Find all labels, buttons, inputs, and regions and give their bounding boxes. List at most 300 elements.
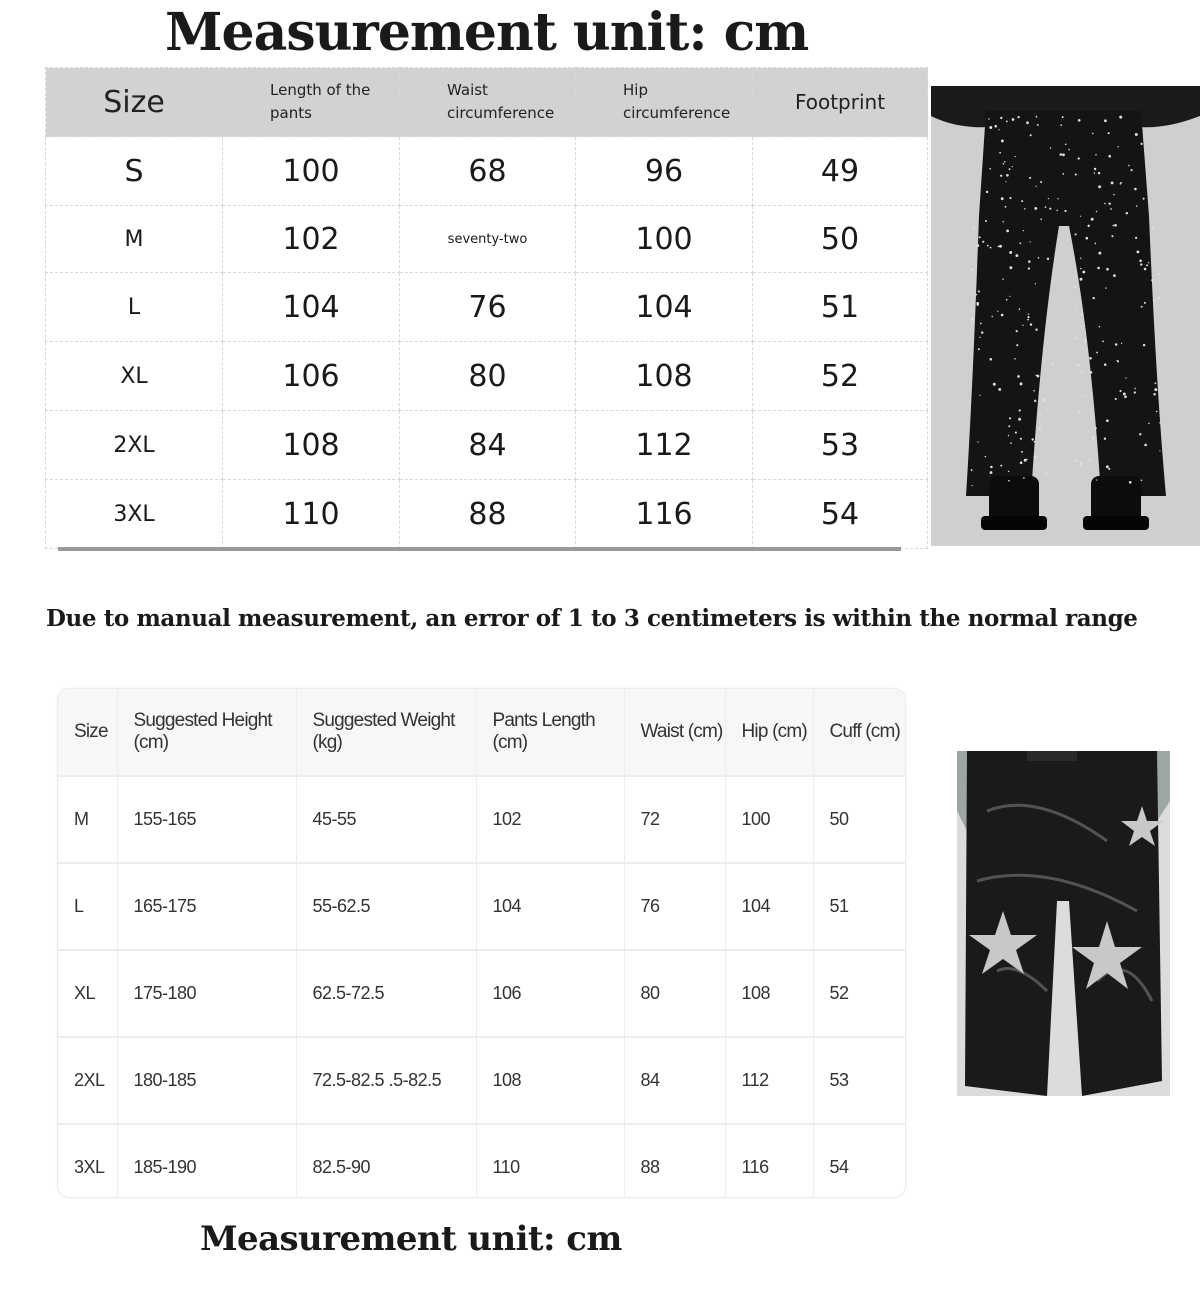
rhinestone-dot: [1015, 432, 1017, 434]
rhinestone-dot: [993, 383, 996, 386]
table-row: [46, 411, 928, 480]
rhinestone-dot: [1047, 320, 1048, 321]
rhinestone-dot: [1084, 340, 1087, 343]
cell-waist: seventy-two: [400, 206, 576, 273]
rhinestone-dot: [1120, 182, 1122, 184]
rhinestone-dot: [1049, 208, 1051, 210]
rhinestone-dot: [1019, 242, 1021, 244]
rhinestone-dot: [1019, 409, 1021, 411]
rhinestone-dot: [971, 318, 974, 321]
rhinestone-dot: [1008, 480, 1010, 482]
rhinestone-dot: [1123, 392, 1126, 395]
rhinestone-dot: [1151, 279, 1154, 282]
rhinestone-dot: [1014, 358, 1016, 360]
cell-height: 185-190: [117, 1124, 296, 1198]
cell-waist: 88: [400, 480, 576, 549]
rhinestone-dot: [1148, 423, 1149, 424]
rhinestone-dot: [1158, 297, 1161, 300]
rhinestone-dot: [1054, 304, 1055, 305]
rhinestone-dot: [971, 469, 973, 471]
rhinestone-dot: [1078, 119, 1081, 122]
cell-size: M: [46, 206, 223, 273]
rhinestone-dot: [1128, 165, 1130, 167]
rhinestone-dot: [1115, 343, 1118, 346]
rhinestone-dot: [1034, 400, 1036, 402]
rhinestone-dot: [1088, 459, 1091, 462]
rhinestone-dot: [1144, 268, 1147, 271]
rhinestone-dot: [1062, 116, 1064, 118]
rhinestone-dot: [1099, 326, 1100, 327]
rhinestone-dot: [1080, 326, 1082, 328]
rhinestone-dot: [1045, 473, 1047, 475]
product-photo-rhinestone-jeans: [931, 86, 1200, 546]
rhinestone-dot: [1057, 198, 1058, 199]
rhinestone-dot: [1009, 251, 1012, 254]
rhinestone-dot: [1006, 229, 1009, 232]
rhinestone-dot: [1144, 444, 1147, 447]
rhinestone-dot: [1093, 446, 1095, 448]
rhinestone-dot: [1102, 341, 1104, 343]
rhinestone-dot: [1029, 177, 1031, 179]
rhinestone-dot: [1018, 418, 1021, 421]
rhinestone-dot: [1129, 481, 1132, 484]
rhinestone-dot: [1089, 357, 1092, 360]
cell-size: 2XL: [46, 411, 223, 480]
rhinestone-dot: [1009, 197, 1011, 199]
rhinestone-dot: [1023, 230, 1024, 231]
rhinestone-dot: [1078, 411, 1080, 413]
rhinestone-dot: [1046, 409, 1048, 411]
rhinestone-dot: [1009, 168, 1011, 170]
rhinestone-dot: [976, 244, 979, 247]
rhinestone-dot: [978, 290, 980, 292]
rhinestone-dot: [1140, 263, 1142, 265]
table-row: [58, 1124, 905, 1198]
rhinestone-dot: [1005, 206, 1007, 208]
rhinestone-dot: [1110, 208, 1112, 210]
rhinestone-dot: [1026, 459, 1027, 460]
rhinestone-dot: [1020, 461, 1023, 464]
rhinestone-dot: [1159, 450, 1160, 451]
rhinestone-dot: [1028, 267, 1030, 269]
column-header-waist: Waist (cm): [624, 689, 725, 776]
rhinestone-dot: [1051, 280, 1053, 282]
rhinestone-dot: [1051, 363, 1054, 366]
rhinestone-dot: [1012, 118, 1015, 121]
cell-weight: 62.5-72.5: [296, 950, 476, 1037]
rhinestone-dot: [1034, 441, 1036, 443]
table-header-row: [46, 68, 928, 137]
rhinestone-dot: [1153, 393, 1156, 396]
rhinestone-dot: [1045, 206, 1047, 208]
rhinestone-dot: [1028, 260, 1031, 263]
rhinestone-dot: [1091, 218, 1094, 221]
rhinestone-dot: [1108, 468, 1110, 470]
rhinestone-dot: [1115, 398, 1117, 400]
rhinestone-dot: [1075, 305, 1077, 307]
rhinestone-dot: [976, 294, 977, 295]
rhinestone-dot: [1040, 218, 1042, 220]
rhinestone-dot: [979, 337, 980, 338]
rhinestone-dot: [1117, 360, 1119, 362]
rhinestone-dot: [1006, 174, 1009, 177]
rhinestone-dot: [1000, 465, 1002, 467]
column-header-height: Suggested Height (cm): [117, 689, 296, 776]
rhinestone-dot: [1080, 216, 1081, 217]
rhinestone-dot: [1075, 459, 1078, 462]
product-photo-star-jeans: [957, 751, 1170, 1096]
column-header-size: Size: [46, 68, 223, 137]
rhinestone-dot: [1141, 143, 1143, 145]
rhinestone-dot: [1094, 243, 1096, 245]
cell-footprint: 51: [753, 273, 928, 342]
rhinestone-dot: [1126, 212, 1128, 214]
rhinestone-dot: [1111, 181, 1114, 184]
rhinestone-dot: [1073, 286, 1076, 289]
rhinestone-dot: [998, 388, 1001, 391]
page-title: Measurement unit: cm: [165, 2, 809, 63]
rhinestone-dot: [1139, 433, 1141, 435]
cell-size: 3XL: [58, 1124, 117, 1198]
column-header-hip: Hip (cm): [725, 689, 813, 776]
cell-height: 180-185: [117, 1037, 296, 1124]
table-row: [58, 950, 905, 1037]
rhinestone-dot: [1008, 425, 1010, 427]
cell-pants-length: 108: [476, 1037, 624, 1124]
rhinestone-dot: [1020, 382, 1023, 385]
rhinestone-dot: [979, 236, 981, 238]
cell-footprint: 54: [753, 480, 928, 549]
rhinestone-dot: [991, 316, 992, 317]
rhinestone-dot: [1017, 116, 1019, 118]
rhinestone-dot: [1033, 390, 1035, 392]
cell-hip: 108: [725, 950, 813, 1037]
rhinestone-dot: [989, 168, 991, 170]
rhinestone-dot: [1154, 382, 1156, 384]
rhinestone-dot: [1065, 143, 1067, 145]
cell-waist: 84: [624, 1037, 725, 1124]
rhinestone-dot: [1031, 438, 1033, 440]
rhinestone-dot: [1096, 211, 1097, 212]
rhinestone-dot: [1083, 325, 1085, 327]
cell-waist: 80: [400, 342, 576, 411]
rhinestone-dot: [1136, 205, 1137, 206]
cell-length: 102: [223, 206, 400, 273]
cell-hip: 116: [725, 1124, 813, 1198]
cell-size: XL: [46, 342, 223, 411]
rhinestone-dot: [1094, 168, 1096, 170]
size-table-primary: [45, 67, 928, 549]
rhinestone-dot: [1136, 250, 1139, 253]
rhinestone-dot: [1104, 119, 1107, 122]
rhinestone-dot: [1093, 297, 1095, 299]
column-header-weight: Suggested Weight (kg): [296, 689, 476, 776]
rhinestone-dot: [1009, 266, 1012, 269]
cell-hip: 116: [576, 480, 753, 549]
size-table-secondary-frame: [57, 688, 906, 1198]
cell-footprint: 49: [753, 137, 928, 206]
rhinestone-dot: [1021, 200, 1023, 202]
rhinestone-dot: [1156, 411, 1158, 413]
rhinestone-dot: [1109, 203, 1111, 205]
rhinestone-dot: [989, 126, 992, 129]
cell-length: 110: [223, 480, 400, 549]
column-header-size: Size: [58, 689, 117, 776]
cell-hip: 104: [576, 273, 753, 342]
rhinestone-dot: [1141, 306, 1143, 308]
rhinestone-dot: [1035, 375, 1036, 376]
size-table-secondary: [58, 689, 905, 1198]
rhinestone-dot: [1001, 197, 1004, 200]
cell-height: 155-165: [117, 776, 296, 863]
cell-cuff: 50: [813, 776, 905, 863]
table-row: [58, 863, 905, 950]
rhinestone-jeans-illustration: [931, 86, 1200, 546]
rhinestone-dot: [1009, 296, 1010, 297]
rhinestone-dot: [1056, 209, 1058, 211]
rhinestone-dot: [1085, 394, 1087, 396]
rhinestone-dot: [1016, 344, 1018, 346]
cell-hip: 100: [725, 776, 813, 863]
rhinestone-dot: [1000, 175, 1002, 177]
rhinestone-dot: [1108, 132, 1110, 134]
rhinestone-dot: [1092, 436, 1095, 439]
rhinestone-dot: [1006, 121, 1008, 123]
cell-waist: 76: [624, 863, 725, 950]
rhinestone-dot: [1062, 173, 1064, 175]
rhinestone-dot: [982, 241, 984, 243]
rhinestone-dot: [1080, 268, 1082, 270]
cell-length: 108: [223, 411, 400, 480]
rhinestone-dot: [1010, 442, 1012, 444]
rhinestone-dot: [998, 246, 999, 247]
rhinestone-dot: [1030, 134, 1032, 136]
cell-waist: 72: [624, 776, 725, 863]
rhinestone-dot: [1004, 161, 1006, 163]
rhinestone-dot: [1124, 395, 1127, 398]
rhinestone-dot: [1005, 181, 1006, 182]
rhinestone-dot: [977, 304, 979, 306]
rhinestone-dot: [1113, 225, 1115, 227]
cell-height: 165-175: [117, 863, 296, 950]
cell-hip: 104: [725, 863, 813, 950]
rhinestone-dot: [1106, 465, 1109, 468]
cell-weight: 72.5-82.5 .5-82.5: [296, 1037, 476, 1124]
cell-length: 106: [223, 342, 400, 411]
rhinestone-dot: [980, 323, 982, 325]
cell-pants-length: 106: [476, 950, 624, 1037]
rhinestone-dot: [1105, 287, 1106, 288]
rhinestone-dot: [1030, 323, 1032, 325]
rhinestone-dot: [1134, 391, 1136, 393]
cell-weight: 82.5-90: [296, 1124, 476, 1198]
rhinestone-dot: [1074, 337, 1076, 339]
rhinestone-dot: [1096, 479, 1097, 480]
cell-cuff: 52: [813, 950, 905, 1037]
rhinestone-dot: [1015, 254, 1018, 257]
rhinestone-dot: [1131, 169, 1133, 171]
rhinestone-dot: [1001, 314, 1004, 317]
rhinestone-dot: [977, 441, 978, 442]
cell-size: 2XL: [58, 1037, 117, 1124]
rhinestone-dot: [1008, 471, 1010, 473]
cell-length: 104: [223, 273, 400, 342]
cell-size: S: [46, 137, 223, 206]
table-row: [46, 137, 928, 206]
rhinestone-dot: [1050, 147, 1051, 148]
rhinestone-dot: [1151, 227, 1153, 229]
rhinestone-dot: [1117, 146, 1118, 147]
rhinestone-dot: [1077, 364, 1080, 367]
table-row: [46, 342, 928, 411]
cell-weight: 55-62.5: [296, 863, 476, 950]
rhinestone-dot: [987, 245, 989, 247]
rhinestone-dot: [1038, 257, 1040, 259]
cell-hip: 112: [725, 1037, 813, 1124]
rhinestone-dot: [998, 129, 999, 130]
table-row: [46, 273, 928, 342]
rhinestone-dot: [1104, 363, 1107, 366]
rhinestone-dot: [1036, 186, 1037, 187]
star-jeans-illustration: [957, 751, 1170, 1096]
rhinestone-dot: [1060, 153, 1063, 156]
cell-height: 175-180: [117, 950, 296, 1037]
column-header-footprint: Footprint: [753, 68, 928, 137]
table-row: [58, 1037, 905, 1124]
rhinestone-dot: [1062, 153, 1065, 156]
cell-size: M: [58, 776, 117, 863]
cell-hip: 100: [576, 206, 753, 273]
column-header-waist: Waist circumference: [400, 68, 576, 137]
rhinestone-dot: [1144, 302, 1146, 304]
rhinestone-dot: [1055, 407, 1056, 408]
column-header-length: Length of the pants: [223, 68, 400, 137]
rhinestone-dot: [1035, 329, 1037, 331]
rhinestone-dot: [1009, 417, 1011, 419]
cell-pants-length: 110: [476, 1124, 624, 1198]
rhinestone-dot: [1097, 267, 1100, 270]
rhinestone-dot: [1119, 116, 1122, 119]
rhinestone-dot: [1113, 274, 1116, 277]
rhinestone-dot: [1001, 139, 1004, 142]
rhinestone-dot: [1154, 388, 1157, 391]
rhinestone-dot: [997, 311, 998, 312]
rhinestone-dot: [1095, 427, 1097, 429]
rhinestone-dot: [1020, 438, 1022, 440]
rhinestone-dot: [1078, 157, 1080, 159]
cell-waist: 68: [400, 137, 576, 206]
column-header-cuff: Cuff (cm): [813, 689, 905, 776]
rhinestone-dot: [1060, 124, 1062, 126]
cell-footprint: 50: [753, 206, 928, 273]
rhinestone-dot: [1111, 235, 1113, 237]
cell-size: L: [58, 863, 117, 950]
rhinestone-dot: [979, 395, 980, 396]
rhinestone-dot: [1075, 173, 1077, 175]
rhinestone-dot: [1008, 435, 1009, 436]
rhinestone-dot: [986, 191, 988, 193]
cell-hip: 112: [576, 411, 753, 480]
rhinestone-dot: [1040, 181, 1042, 183]
cell-waist: 76: [400, 273, 576, 342]
rhinestone-dot: [1106, 419, 1109, 422]
rhinestone-dot: [1159, 422, 1161, 424]
rhinestone-dot: [1135, 237, 1137, 239]
rhinestone-dot: [972, 485, 973, 486]
rhinestone-dot: [1104, 203, 1105, 204]
rhinestone-dot: [1002, 221, 1003, 222]
rhinestone-dot: [1035, 283, 1036, 284]
rhinestone-dot: [1036, 375, 1039, 378]
rhinestone-dot: [970, 268, 973, 271]
rhinestone-dot: [999, 152, 1001, 154]
rhinestone-dot: [1037, 124, 1039, 126]
rhinestone-dot: [985, 456, 987, 458]
cell-size: L: [46, 273, 223, 342]
cell-hip: 96: [576, 137, 753, 206]
cell-cuff: 54: [829, 1157, 849, 1177]
rhinestone-dot: [1036, 116, 1038, 118]
rhinestone-dot: [1134, 188, 1137, 191]
rhinestone-dot: [1092, 133, 1094, 135]
rhinestone-dot: [1064, 210, 1066, 212]
footer-title: Measurement unit: cm: [200, 1219, 622, 1259]
rhinestone-dot: [1022, 325, 1023, 326]
measurement-note: Due to manual measurement, an error of 1 to 3 centimeters is within the normal range: [46, 605, 1138, 632]
cell-waist: 88: [624, 1124, 725, 1198]
cell-weight: 45-55: [296, 776, 476, 863]
rhinestone-dot: [990, 247, 992, 249]
table-row: [46, 480, 928, 549]
rhinestone-dot: [1098, 252, 1101, 255]
cell-hip: 108: [576, 342, 753, 411]
rhinestone-dot: [1039, 413, 1041, 415]
rhinestone-dot: [1134, 388, 1135, 389]
rhinestone-dot: [1096, 352, 1098, 354]
rhinestone-dot: [1119, 390, 1121, 392]
rhinestone-dot: [1106, 268, 1109, 271]
rhinestone-dot: [1087, 225, 1089, 227]
rhinestone-dot: [1075, 233, 1077, 235]
rhinestone-dot: [1098, 172, 1100, 174]
rhinestone-dot: [1094, 172, 1096, 174]
rhinestone-dot: [1114, 224, 1117, 227]
cell-pants-length: 104: [476, 863, 624, 950]
rhinestone-dot: [1068, 149, 1070, 151]
rhinestone-dot: [1016, 330, 1018, 332]
rhinestone-dot: [1108, 155, 1111, 158]
rhinestone-dot: [1023, 477, 1025, 479]
rhinestone-dot: [1135, 133, 1138, 136]
rhinestone-dot: [1000, 117, 1002, 119]
table-row: [58, 776, 905, 863]
rhinestone-dot: [990, 471, 993, 474]
rhinestone-dot: [1080, 257, 1081, 258]
table-header-row: [58, 689, 905, 776]
rhinestone-dot: [1104, 438, 1106, 440]
rhinestone-dot: [1121, 343, 1122, 344]
rhinestone-dot: [1139, 260, 1142, 263]
rhinestone-dot: [994, 125, 997, 128]
rhinestone-dot: [1026, 121, 1029, 124]
rhinestone-dot: [1092, 439, 1093, 440]
rhinestone-dot: [1015, 156, 1016, 157]
cell-footprint: 53: [753, 411, 928, 480]
table-bottom-divider: [58, 547, 901, 551]
rhinestone-dot: [1027, 316, 1029, 318]
rhinestone-dot: [1019, 308, 1021, 310]
column-header-pants-length: Pants Length (cm): [476, 689, 624, 776]
